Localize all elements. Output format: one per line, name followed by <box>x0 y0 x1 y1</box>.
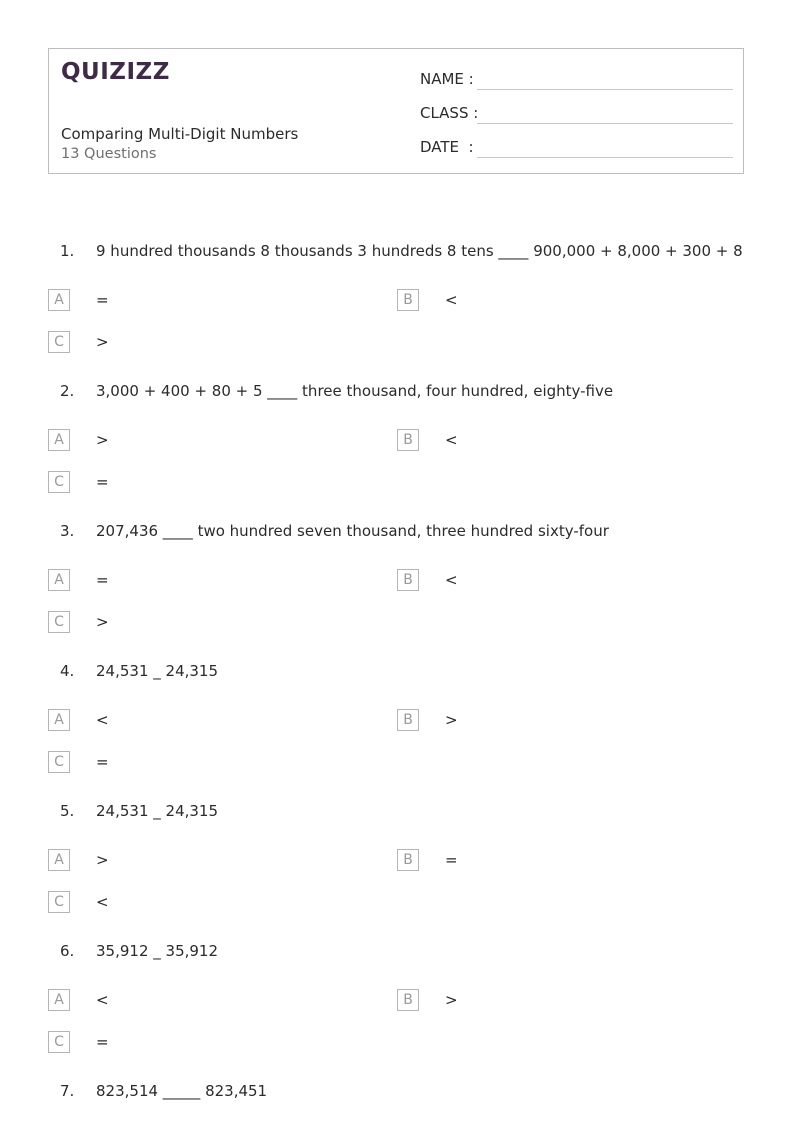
option-letter-box[interactable]: A <box>48 289 70 311</box>
question-number: 4. <box>60 662 75 680</box>
answer-option[interactable] <box>48 751 368 775</box>
question-count: 13 Questions <box>61 146 157 162</box>
option-text: > <box>96 431 109 449</box>
option-text: = <box>96 291 109 309</box>
class-line <box>477 123 733 124</box>
answer-option[interactable] <box>48 429 368 453</box>
answer-option[interactable] <box>48 611 368 635</box>
option-letter-box[interactable]: B <box>397 709 419 731</box>
answer-option[interactable] <box>48 849 368 873</box>
option-letter-box[interactable]: A <box>48 849 70 871</box>
answer-option[interactable] <box>48 471 368 495</box>
question-text: 24,531 _ 24,315 <box>96 802 219 820</box>
answer-option[interactable] <box>48 891 368 915</box>
option-letter-box[interactable]: A <box>48 429 70 451</box>
answer-option[interactable] <box>48 989 368 1013</box>
question-text: 823,514 _____ 823,451 <box>96 1082 268 1100</box>
answer-option[interactable] <box>397 849 717 873</box>
option-text: < <box>96 893 109 911</box>
option-text: = <box>96 1033 109 1051</box>
option-text: < <box>445 291 458 309</box>
option-text: = <box>96 753 109 771</box>
question-number: 5. <box>60 802 75 820</box>
answer-option[interactable] <box>397 569 717 593</box>
option-letter-box[interactable]: B <box>397 989 419 1011</box>
worksheet-title: Comparing Multi-Digit Numbers <box>61 125 299 143</box>
option-text: < <box>445 431 458 449</box>
class-field[interactable] <box>420 100 733 124</box>
question-6 <box>0 936 794 966</box>
answer-option[interactable] <box>48 331 368 355</box>
question-number: 2. <box>60 382 75 400</box>
answer-option[interactable] <box>397 429 717 453</box>
question-1 <box>0 236 794 266</box>
option-letter-box[interactable]: C <box>48 1031 70 1053</box>
option-letter-box[interactable]: B <box>397 289 419 311</box>
option-text: = <box>445 851 458 869</box>
name-label: NAME : <box>420 70 474 88</box>
option-letter-box[interactable]: A <box>48 569 70 591</box>
option-text: > <box>96 613 109 631</box>
option-text: > <box>445 711 458 729</box>
option-text: < <box>445 571 458 589</box>
question-text: 207,436 ____ two hundred seven thousand, three hundred sixty-four <box>96 522 609 540</box>
worksheet-header <box>48 48 744 174</box>
question-text: 35,912 _ 35,912 <box>96 942 219 960</box>
quizizz-logo: QUIZIZZ <box>61 59 170 85</box>
question-text: 3,000 + 400 + 80 + 5 ____ three thousand, four hundred, eighty-five <box>96 382 614 400</box>
question-3 <box>0 516 794 546</box>
question-number: 6. <box>60 942 75 960</box>
option-text: = <box>96 571 109 589</box>
option-letter-box[interactable]: B <box>397 849 419 871</box>
option-letter-box[interactable]: A <box>48 989 70 1011</box>
question-4 <box>0 656 794 686</box>
name-field[interactable] <box>420 66 733 90</box>
option-letter-box[interactable]: B <box>397 429 419 451</box>
answer-option[interactable] <box>397 709 717 733</box>
class-label: CLASS : <box>420 104 479 122</box>
answer-option[interactable] <box>48 1031 368 1055</box>
question-7 <box>0 1076 794 1106</box>
option-letter-box[interactable]: C <box>48 611 70 633</box>
answer-option[interactable] <box>48 709 368 733</box>
option-letter-box[interactable]: A <box>48 709 70 731</box>
question-text: 24,531 _ 24,315 <box>96 662 219 680</box>
date-label: DATE : <box>420 138 474 156</box>
answer-option[interactable] <box>48 569 368 593</box>
question-2 <box>0 376 794 406</box>
question-text: 9 hundred thousands 8 thousands 3 hundreds 8 tens ____ 900,000 + 8,000 + 300 + 8 <box>96 242 743 260</box>
answer-option[interactable] <box>48 289 368 313</box>
option-letter-box[interactable]: B <box>397 569 419 591</box>
date-field[interactable] <box>420 134 733 158</box>
date-line <box>477 157 733 158</box>
option-text: > <box>96 851 109 869</box>
question-number: 3. <box>60 522 75 540</box>
option-letter-box[interactable]: C <box>48 331 70 353</box>
option-letter-box[interactable]: C <box>48 751 70 773</box>
question-number: 7. <box>60 1082 75 1100</box>
option-text: > <box>96 333 109 351</box>
answer-option[interactable] <box>397 289 717 313</box>
option-letter-box[interactable]: C <box>48 891 70 913</box>
option-text: < <box>96 991 109 1009</box>
option-letter-box[interactable]: C <box>48 471 70 493</box>
name-line <box>477 89 733 90</box>
option-text: < <box>96 711 109 729</box>
question-number: 1. <box>60 242 75 260</box>
question-5 <box>0 796 794 826</box>
option-text: = <box>96 473 109 491</box>
option-text: > <box>445 991 458 1009</box>
answer-option[interactable] <box>397 989 717 1013</box>
